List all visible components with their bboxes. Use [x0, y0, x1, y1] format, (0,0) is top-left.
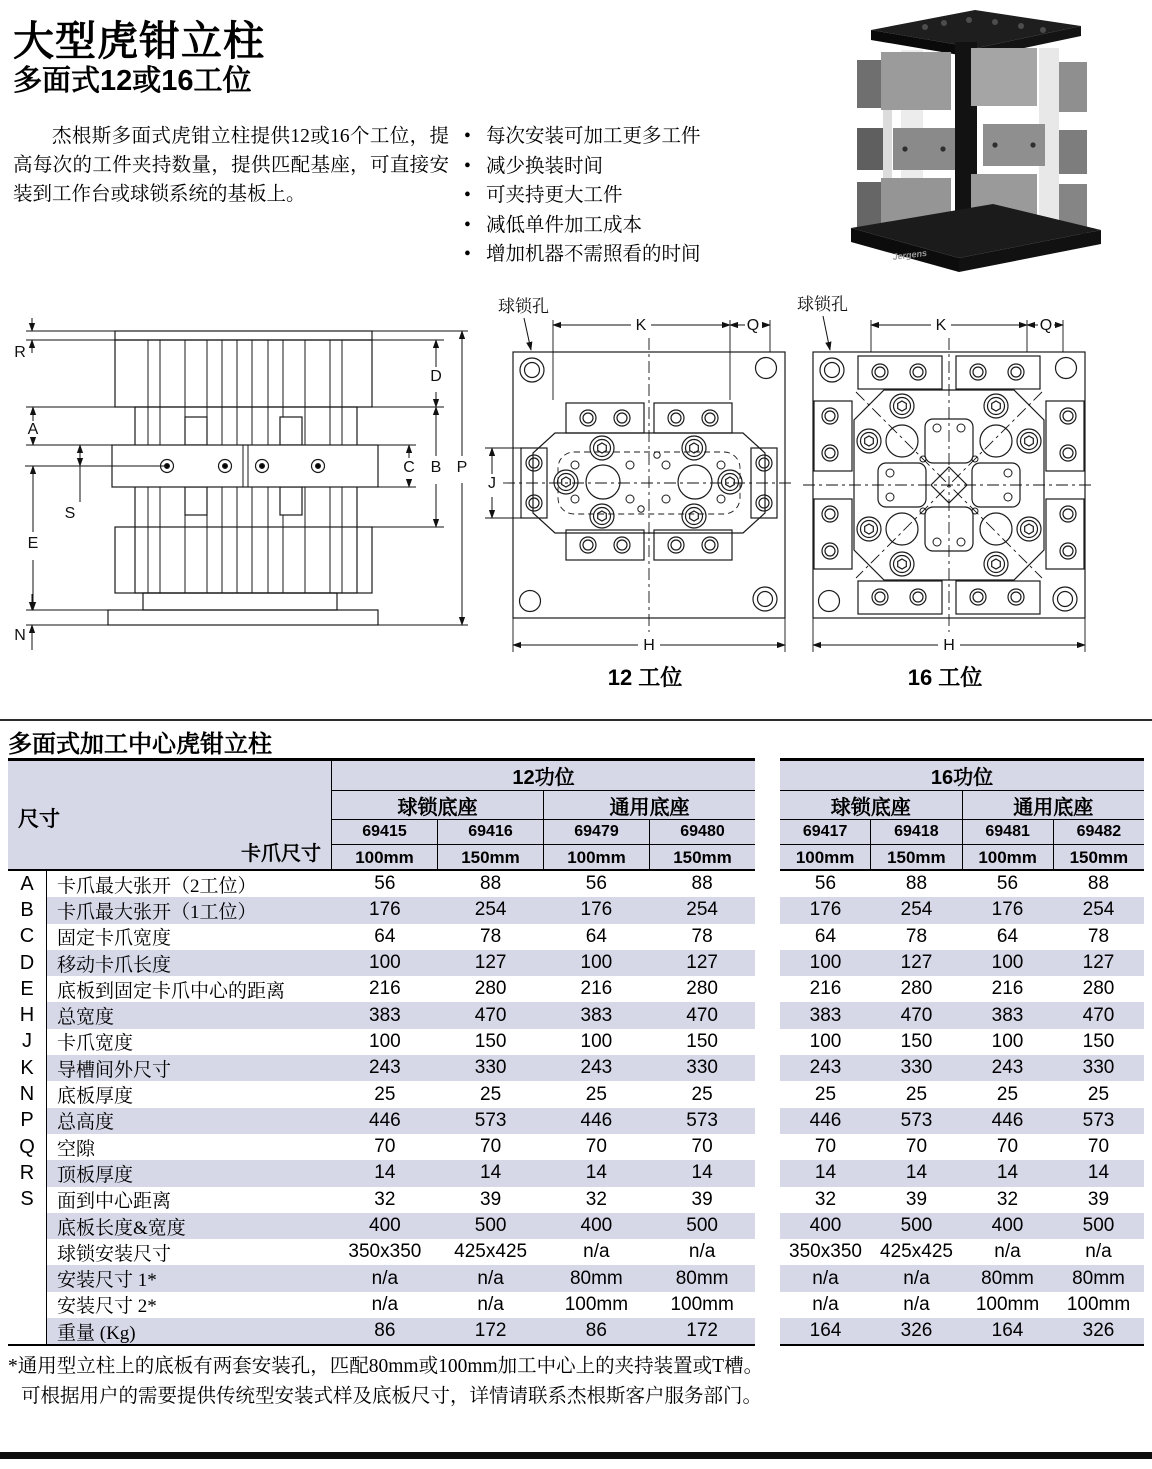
cell-value: n/a — [371, 1293, 399, 1315]
dim-label-C: C — [403, 459, 415, 476]
cell-value: 425x425 — [454, 1241, 528, 1263]
dim-label-B: B — [430, 459, 442, 476]
row-letter — [8, 1292, 47, 1318]
table-gap — [755, 1213, 780, 1239]
table-gap — [755, 1292, 780, 1318]
cell-value: 216 — [580, 978, 613, 1000]
cell-value: n/a — [903, 1293, 930, 1315]
section-divider — [0, 719, 1152, 721]
cell-value: 14 — [438, 1160, 544, 1186]
cell-value: 243 — [332, 1055, 438, 1081]
row-letter: R — [8, 1160, 47, 1186]
footnote-line-2: 可根据用户的需要提供传统型安装式样及底板尺寸，详情请联系杰根斯客户服务部门。 — [21, 1386, 763, 1407]
cell-value: 280 — [686, 978, 718, 1000]
cell-value: 330 — [438, 1055, 544, 1081]
dim-label-P: P — [456, 459, 468, 476]
cell-value: 100 — [962, 950, 1053, 976]
table-gap — [755, 897, 780, 923]
cell-value: 86 — [544, 1318, 650, 1344]
cell-value: 25 — [905, 1083, 928, 1105]
cell-value: 14 — [962, 1160, 1053, 1186]
jaw-size-value: 100mm — [543, 845, 649, 871]
row-letter: Q — [8, 1134, 47, 1160]
dim-label-J: J — [488, 475, 496, 492]
dim-label-H: H — [643, 637, 655, 654]
model-number: 69481 — [962, 820, 1053, 844]
table-gap — [755, 871, 780, 897]
table-row — [8, 1239, 1144, 1265]
cell-value: 64 — [996, 925, 1019, 947]
row-label: 移动卡爪长度 — [47, 950, 332, 976]
cell-value: 100mm — [1066, 1293, 1131, 1315]
cell-value: 70 — [905, 1136, 928, 1158]
cell-value: 150 — [474, 1030, 507, 1052]
product-photo — [843, 0, 1109, 278]
cell-value: 500 — [438, 1213, 544, 1239]
cell-value: 326 — [1053, 1318, 1144, 1344]
cell-value: 25 — [374, 1083, 396, 1105]
cell-value: 470 — [1053, 1002, 1144, 1028]
brand-label: Jergens — [892, 247, 928, 262]
cell-value: 500 — [871, 1213, 962, 1239]
group-header-16 — [780, 758, 1144, 871]
cell-value: 56 — [814, 873, 837, 895]
cell-value: n/a — [780, 1265, 871, 1291]
ball-lock-hole-label: 球锁孔 — [797, 295, 848, 314]
cell-value: 573 — [649, 1108, 755, 1134]
table-gap — [755, 1081, 780, 1107]
dim-label-R: R — [14, 344, 26, 361]
table-gap — [755, 1160, 780, 1186]
cell-value: 446 — [780, 1108, 871, 1134]
cell-value: 88 — [691, 873, 713, 895]
cell-value: 88 — [480, 873, 502, 895]
cell-value: 25 — [814, 1083, 837, 1105]
cell-value: 446 — [544, 1108, 650, 1134]
dim-label-A: A — [27, 421, 39, 438]
table-row — [8, 1029, 1144, 1055]
cell-value: 150 — [1082, 1030, 1115, 1052]
cell-value: 573 — [1053, 1108, 1144, 1134]
table-row — [8, 1318, 1144, 1344]
dim-label-H: H — [943, 637, 955, 654]
cell-value: 164 — [780, 1318, 871, 1344]
cell-value: 254 — [1053, 897, 1144, 923]
bullet-item: • 可夹持更大工件 — [458, 181, 788, 211]
cell-value: 100mm — [670, 1293, 734, 1315]
table-row — [8, 950, 1144, 976]
cell-value: 383 — [780, 1002, 871, 1028]
cell-value: 127 — [1053, 950, 1144, 976]
row-label: 底板长度&宽度 — [47, 1213, 332, 1239]
table-bottom-border — [780, 1344, 1144, 1346]
cell-value: 243 — [780, 1055, 871, 1081]
cell-value: 39 — [905, 1188, 928, 1210]
cell-value: 25 — [585, 1083, 607, 1105]
subgroup-label: 球锁底座 — [397, 796, 478, 819]
ball-lock-hole-label: 球锁孔 — [498, 297, 549, 316]
cell-value: 56 — [996, 873, 1019, 895]
top-view-16-drawing — [788, 290, 1152, 700]
table-row — [8, 897, 1144, 923]
row-label: 底板厚度 — [57, 1086, 134, 1108]
group-label: 16功位 — [780, 761, 1144, 791]
jaw-size-value: 100mm — [795, 848, 855, 867]
jaw-size-value: 100mm — [355, 848, 414, 867]
spec-table — [8, 758, 1144, 1358]
table-row — [8, 1292, 1144, 1318]
model-number: 69418 — [870, 820, 961, 844]
cell-value: 172 — [649, 1318, 755, 1344]
cell-value: 100mm — [975, 1293, 1040, 1315]
cell-value: 172 — [438, 1318, 544, 1344]
cell-value: 39 — [480, 1188, 502, 1210]
size-column-header: 尺寸 — [18, 808, 60, 831]
cell-value: 400 — [544, 1213, 650, 1239]
cell-value: 70 — [996, 1136, 1019, 1158]
table-gap — [755, 1187, 780, 1213]
cell-value: 127 — [649, 950, 755, 976]
cell-value: 127 — [438, 950, 544, 976]
table-row — [8, 1265, 1144, 1291]
cell-value: 176 — [332, 897, 438, 923]
bullet-item: • 增加机器不需照看的时间 — [458, 240, 788, 270]
model-number: 69479 — [543, 820, 649, 844]
cell-value: 56 — [374, 873, 396, 895]
feature-bullet-list — [458, 122, 788, 270]
cell-value: 14 — [1053, 1160, 1144, 1186]
row-label: 固定卡爪宽度 — [57, 928, 172, 950]
cell-value: 78 — [480, 925, 502, 947]
cell-value: 216 — [369, 978, 401, 1000]
model-number: 69480 — [649, 820, 755, 844]
cell-value: 280 — [1082, 978, 1115, 1000]
cell-value: n/a — [688, 1241, 716, 1263]
cell-value: 330 — [871, 1055, 962, 1081]
cell-value: 400 — [962, 1213, 1053, 1239]
row-letter: E — [8, 976, 47, 1002]
cell-value: 14 — [649, 1160, 755, 1186]
jaw-size-row-header: 卡爪尺寸 — [241, 843, 321, 865]
cell-value: n/a — [583, 1241, 610, 1263]
row-label: 总高度 — [47, 1108, 332, 1134]
page-subtitle: 多面式12或16工位 — [13, 65, 252, 97]
table-row — [8, 1213, 1144, 1239]
cell-value: 470 — [649, 1002, 755, 1028]
row-letter: P — [8, 1108, 47, 1134]
dim-label-E: E — [27, 535, 39, 552]
cell-value: 100 — [780, 950, 871, 976]
dim-label-K: K — [635, 317, 647, 334]
table-row — [8, 1055, 1144, 1081]
cell-value: n/a — [332, 1265, 438, 1291]
model-number: 69415 — [362, 823, 407, 840]
cell-value: 383 — [544, 1002, 650, 1028]
table-corner-header — [8, 758, 332, 871]
row-label: 面到中心距离 — [57, 1191, 172, 1213]
cell-value: 64 — [814, 925, 837, 947]
table-row — [8, 924, 1144, 950]
cell-value: 330 — [1053, 1055, 1144, 1081]
cell-value: 80mm — [962, 1265, 1053, 1291]
row-label: 底板到固定卡爪中心的距离 — [57, 980, 286, 1002]
table-row — [8, 871, 1144, 897]
cell-value: 573 — [438, 1108, 544, 1134]
row-label: 球锁安装尺寸 — [57, 1243, 172, 1265]
cell-value: 14 — [332, 1160, 438, 1186]
row-letter: J — [8, 1029, 47, 1055]
table-row — [8, 1081, 1144, 1107]
footnote-line-1: *通用型立柱上的底板有两套安装孔，匹配80mm或100mm加工中心上的夹持装置或T槽。 — [8, 1356, 764, 1377]
row-letter: N — [8, 1081, 47, 1107]
table-gap — [755, 1029, 780, 1055]
cell-value: 243 — [962, 1055, 1053, 1081]
table-gap — [755, 1002, 780, 1028]
intro-paragraph: 杰根斯多面式虎钳立柱提供12或16个工位，提高每次的工件夹持数量，提供匹配基座，可直接安装到工作台或球锁系统的基板上。 — [13, 126, 449, 205]
cell-value: 243 — [544, 1055, 650, 1081]
cell-value: 216 — [809, 978, 842, 1000]
caption-12-stations: 12 工位 — [607, 665, 683, 690]
cell-value: 25 — [996, 1083, 1019, 1105]
row-label: 卡爪宽度 — [57, 1033, 134, 1055]
table-row — [8, 1002, 1144, 1028]
page-title: 大型虎钳立柱 — [13, 18, 265, 64]
cell-value: 100 — [544, 950, 650, 976]
cell-value: 425x425 — [880, 1241, 953, 1263]
row-letter — [8, 1213, 47, 1239]
cell-value: 100 — [580, 1030, 613, 1052]
cell-value: 88 — [905, 873, 928, 895]
cell-value: 254 — [438, 897, 544, 923]
row-letter: H — [8, 1002, 47, 1028]
cell-value: 56 — [585, 873, 607, 895]
cell-value: 70 — [374, 1136, 396, 1158]
bullet-item: • 减低单件加工成本 — [458, 211, 788, 241]
row-label: 安装尺寸 2* — [57, 1296, 157, 1318]
cell-value: 25 — [1087, 1083, 1110, 1105]
cell-value: 70 — [480, 1136, 502, 1158]
cell-value: 78 — [1087, 925, 1110, 947]
table-row — [8, 1134, 1144, 1160]
table-title: 多面式加工中心虎钳立柱 — [8, 731, 272, 758]
row-letter: K — [8, 1055, 47, 1081]
cell-value: 64 — [585, 925, 607, 947]
cell-value: 100 — [809, 1030, 842, 1052]
row-letter: S — [8, 1187, 47, 1213]
dim-label-N: N — [14, 627, 26, 644]
cell-value: 470 — [438, 1002, 544, 1028]
cell-value: 25 — [480, 1083, 502, 1105]
dim-label-Q: Q — [1039, 317, 1053, 334]
cell-value: 573 — [871, 1108, 962, 1134]
table-gap — [755, 924, 780, 950]
table-row — [8, 1108, 1144, 1134]
table-row — [8, 1160, 1144, 1186]
cell-value: n/a — [871, 1265, 962, 1291]
bullet-item: • 每次安装可加工更多工件 — [458, 122, 788, 152]
cell-value: 25 — [691, 1083, 713, 1105]
side-view-drawing — [0, 300, 480, 660]
cell-value: 280 — [474, 978, 507, 1000]
cell-value: 176 — [780, 897, 871, 923]
cell-value: 500 — [649, 1213, 755, 1239]
table-gap — [755, 1134, 780, 1160]
caption-16-stations: 16 工位 — [907, 665, 983, 690]
cell-value: 150 — [900, 1030, 933, 1052]
cell-value: 88 — [1087, 873, 1110, 895]
table-row — [8, 1187, 1144, 1213]
jaw-size-value: 150mm — [437, 845, 543, 871]
cell-value: 39 — [1087, 1188, 1110, 1210]
top-view-12-drawing — [480, 290, 800, 700]
table-gap — [755, 976, 780, 1002]
cell-value: 70 — [814, 1136, 837, 1158]
table-gap — [755, 1318, 780, 1344]
model-number: 69416 — [437, 820, 543, 844]
cell-value: 100 — [332, 950, 438, 976]
row-label: 重量 (Kg) — [47, 1318, 332, 1344]
spec-rows — [8, 871, 1144, 1344]
cell-value: 32 — [585, 1188, 607, 1210]
cell-value: 14 — [871, 1160, 962, 1186]
cell-value: 500 — [1053, 1213, 1144, 1239]
cell-value: 470 — [871, 1002, 962, 1028]
subgroup-label: 通用底座 — [962, 791, 1145, 819]
cell-value: 32 — [996, 1188, 1019, 1210]
table-gap — [755, 950, 780, 976]
page-bottom-rule — [0, 1452, 1152, 1459]
cell-value: 383 — [332, 1002, 438, 1028]
bullet-item: • 减少换装时间 — [458, 152, 788, 182]
row-letter: B — [8, 897, 47, 923]
cell-value: 80mm — [544, 1265, 650, 1291]
cell-value: 254 — [871, 897, 962, 923]
cell-value: 78 — [691, 925, 713, 947]
model-number: 69417 — [802, 823, 848, 840]
cell-value: 280 — [900, 978, 933, 1000]
cell-value: 14 — [544, 1160, 650, 1186]
dim-label-Q: Q — [746, 317, 760, 334]
cell-value: 326 — [871, 1318, 962, 1344]
table-bottom-border — [8, 1344, 755, 1346]
cell-value: 176 — [544, 897, 650, 923]
cell-value: n/a — [812, 1293, 839, 1315]
cell-value: 39 — [691, 1188, 713, 1210]
table-gap — [755, 1108, 780, 1134]
cell-value: 70 — [585, 1136, 607, 1158]
cell-value: 100 — [991, 1030, 1024, 1052]
jaw-size-value: 100mm — [962, 845, 1053, 871]
row-letter: A — [8, 871, 47, 897]
cell-value: n/a — [477, 1293, 504, 1315]
cell-value: 32 — [814, 1188, 837, 1210]
jaw-size-value: 150mm — [649, 845, 755, 871]
cell-value: 383 — [962, 1002, 1053, 1028]
cell-value: 350x350 — [348, 1241, 422, 1263]
dim-label-S: S — [64, 505, 76, 522]
cell-value: 70 — [691, 1136, 713, 1158]
group-label: 12功位 — [332, 761, 755, 791]
table-gap — [755, 1265, 780, 1291]
cell-value: 350x350 — [789, 1241, 862, 1263]
cell-value: 14 — [780, 1160, 871, 1186]
table-row — [8, 976, 1144, 1002]
cell-value: 400 — [780, 1213, 871, 1239]
group-header-12 — [332, 758, 755, 871]
subgroup-label: 通用底座 — [543, 791, 755, 819]
cell-value: 127 — [871, 950, 962, 976]
model-number: 69482 — [1053, 820, 1144, 844]
cell-value: 64 — [374, 925, 396, 947]
cell-value: 80mm — [649, 1265, 755, 1291]
cell-value: 32 — [374, 1188, 396, 1210]
cell-value: n/a — [438, 1265, 544, 1291]
cell-value: 164 — [962, 1318, 1053, 1344]
cell-value: n/a — [994, 1241, 1021, 1263]
cell-value: 80mm — [1053, 1265, 1144, 1291]
row-label: 空隙 — [57, 1138, 96, 1160]
cell-value: 176 — [962, 897, 1053, 923]
row-label: 导槽间外尺寸 — [47, 1055, 332, 1081]
cell-value: 100 — [369, 1030, 401, 1052]
row-label: 总宽度 — [47, 1002, 332, 1028]
cell-value: 216 — [991, 978, 1024, 1000]
subgroup-label: 球锁底座 — [830, 796, 911, 819]
row-letter — [8, 1239, 47, 1265]
row-label: 卡爪最大张开（2工位） — [57, 875, 257, 897]
row-label: 卡爪最大张开（1工位） — [47, 897, 332, 923]
row-letter — [8, 1265, 47, 1291]
table-gap — [755, 1055, 780, 1081]
dim-label-K: K — [935, 317, 947, 334]
row-label: 安装尺寸 1* — [47, 1265, 332, 1291]
cell-value: 70 — [1087, 1136, 1110, 1158]
cell-value: 100mm — [564, 1293, 629, 1315]
cell-value: 78 — [905, 925, 928, 947]
cell-value: 86 — [332, 1318, 438, 1344]
row-label: 顶板厚度 — [47, 1160, 332, 1186]
jaw-size-value: 150mm — [1053, 845, 1144, 871]
cell-value: n/a — [1085, 1241, 1112, 1263]
cell-value: 400 — [332, 1213, 438, 1239]
cell-value: 446 — [332, 1108, 438, 1134]
row-letter: D — [8, 950, 47, 976]
cell-value: 150 — [686, 1030, 718, 1052]
table-gap — [755, 1239, 780, 1265]
row-letter: C — [8, 924, 47, 950]
cell-value: 330 — [649, 1055, 755, 1081]
cell-value: 254 — [649, 897, 755, 923]
cell-value: 446 — [962, 1108, 1053, 1134]
row-letter — [8, 1318, 47, 1344]
jaw-size-value: 150mm — [870, 845, 961, 871]
dim-label-D: D — [430, 368, 442, 385]
